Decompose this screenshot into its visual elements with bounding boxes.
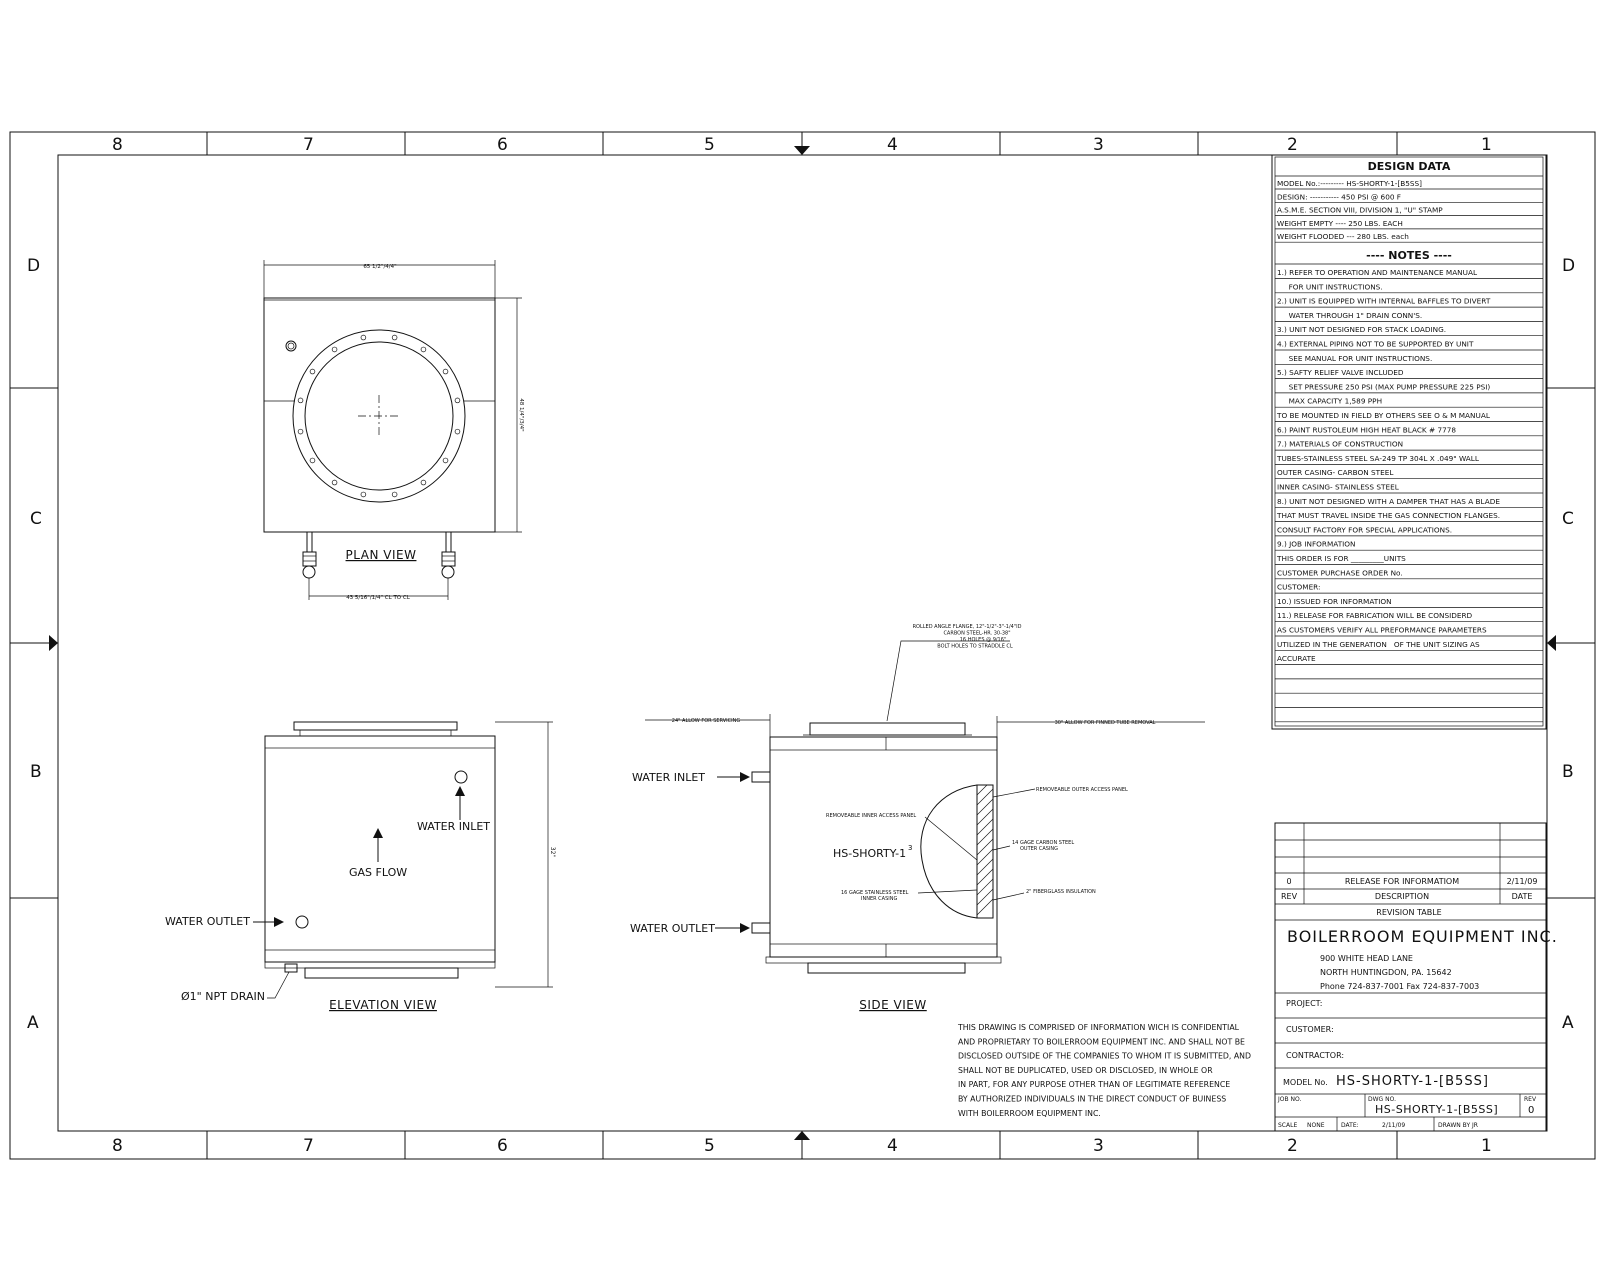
design-data-line: WEIGHT FLOODED --- 280 LBS. each xyxy=(1277,232,1409,242)
notes-line: INNER CASING- STAINLESS STEEL xyxy=(1277,482,1399,492)
zone-col-1-bottom: 1 xyxy=(1481,1136,1492,1156)
bolt-hole xyxy=(298,429,303,434)
bolt-hole xyxy=(392,492,397,497)
disclaimer-line: IN PART, FOR ANY PURPOSE OTHER THAN OF LEGITIMATE REFERENCE xyxy=(958,1080,1231,1090)
inner-casing-note-2: INNER CASING xyxy=(861,896,898,902)
notes-lines xyxy=(1275,264,1543,722)
plan-view-label: PLAN VIEW xyxy=(345,548,417,562)
date-value: 2/11/09 xyxy=(1382,1122,1406,1129)
zone-col-2-bottom: 2 xyxy=(1287,1136,1298,1156)
zone-col-4-top: 4 xyxy=(887,135,898,155)
notes-line: MAX CAPACITY 1,589 PPH xyxy=(1277,396,1383,406)
bolt-hole xyxy=(455,429,460,434)
elevation-view xyxy=(165,722,556,1012)
center-mark-bottom xyxy=(794,1131,810,1140)
bolt-hole xyxy=(443,369,448,374)
notes-line: 7.) MATERIALS OF CONSTRUCTION xyxy=(1277,439,1404,449)
rev-block-label: REV xyxy=(1524,1096,1537,1103)
scale-label: SCALE xyxy=(1278,1122,1298,1129)
zone-col-7-bottom: 7 xyxy=(303,1136,314,1156)
flange-note-line: CARBON STEEL-HR. 30-38" xyxy=(943,630,1011,637)
model-label: MODEL No. xyxy=(1283,1078,1328,1087)
allow-servicing-note: 24" ALLOW FOR SERVICING xyxy=(671,718,741,724)
dwg-number: HS-SHORTY-1-[B5SS] xyxy=(1375,1103,1499,1116)
company-address-1: 900 WHITE HEAD LANE xyxy=(1320,954,1413,963)
company-name: BOILERROOM EQUIPMENT INC. xyxy=(1287,927,1558,946)
elevation-dim-height: 32" xyxy=(549,846,556,858)
notes-line: CONSULT FACTORY FOR SPECIAL APPLICATIONS. xyxy=(1277,525,1453,535)
notes-line: UTILIZED IN THE GENERATION OF THE UNIT SIZING AS xyxy=(1277,639,1480,649)
notes-line: TO BE MOUNTED IN FIELD BY OTHERS SEE O & M MANUAL xyxy=(1277,411,1490,420)
zone-col-6-bottom: 6 xyxy=(497,1136,508,1156)
notes-line: ACCURATE xyxy=(1277,654,1316,664)
design-data-line: DESIGN: ----------- 450 PSI @ 600 F xyxy=(1277,192,1401,202)
rev-block-value: 0 xyxy=(1528,1105,1535,1116)
zone-col-5-bottom: 5 xyxy=(704,1136,715,1156)
bolt-hole xyxy=(310,458,315,463)
plan-dim-width: 65 1/2"/4/4" xyxy=(363,264,397,270)
zone-col-6-top: 6 xyxy=(497,135,508,155)
zone-row-b-left: B xyxy=(30,762,42,782)
design-data-line: A.S.M.E. SECTION VIII, DIVISION 1, "U" STAMP xyxy=(1277,205,1443,215)
center-mark-top xyxy=(794,146,810,155)
date-label: DATE: xyxy=(1341,1122,1359,1129)
zone-col-3-top: 3 xyxy=(1093,135,1104,155)
title-block xyxy=(1275,823,1558,1131)
plan-view xyxy=(264,260,524,601)
side-view xyxy=(630,624,1205,1012)
side-water-outlet-label: WATER OUTLET xyxy=(630,922,715,935)
notes-line: 2.) UNIT IS EQUIPPED WITH INTERNAL BAFFLES TO DIVERT xyxy=(1277,296,1491,306)
bolt-hole xyxy=(392,335,397,340)
revision-table-label: REVISION TABLE xyxy=(1376,908,1442,917)
notes-line: CUSTOMER: xyxy=(1277,582,1321,592)
notes-line: 8.) UNIT NOT DESIGNED WITH A DAMPER THAT HAS A BLADE xyxy=(1277,496,1500,506)
bolt-hole xyxy=(421,480,426,485)
design-data-table xyxy=(1272,155,1546,729)
elevation-water-outlet-label: WATER OUTLET xyxy=(165,915,250,928)
notes-line: 10.) ISSUED FOR INFORMATION xyxy=(1277,596,1392,606)
notes-line: THAT MUST TRAVEL INSIDE THE GAS CONNECTION FLANGES. xyxy=(1277,511,1501,521)
design-data-line: WEIGHT EMPTY ---- 250 LBS. EACH xyxy=(1277,218,1403,228)
insulation-note: 2" FIBERGLASS INSULATION xyxy=(1026,889,1096,895)
elevation-water-inlet-label: WATER INLET xyxy=(417,820,491,833)
side-model-tag-superscript: 3 xyxy=(908,844,913,852)
zone-col-7-top: 7 xyxy=(303,135,314,155)
bolt-hole xyxy=(421,347,426,352)
notes-line: SEE MANUAL FOR UNIT INSTRUCTIONS. xyxy=(1277,353,1433,363)
notes-line: 4.) EXTERNAL PIPING NOT TO BE SUPPORTED BY UNIT xyxy=(1277,339,1474,349)
confidentiality-notice xyxy=(957,1023,1251,1118)
flange-note-line: ROLLED ANGLE FLANGE, 12"-1/2"-3"-1/4"ID xyxy=(912,624,1022,630)
zone-col-2-top: 2 xyxy=(1287,135,1298,155)
elevation-view-label: ELEVATION VIEW xyxy=(329,998,437,1012)
flange-note xyxy=(913,624,1022,650)
design-data-lines xyxy=(1275,179,1543,242)
notes-line: 1.) REFER TO OPERATION AND MAINTENANCE MANUAL xyxy=(1277,268,1478,277)
rev-header-rev: REV xyxy=(1280,892,1298,901)
zone-row-a-left: A xyxy=(27,1013,39,1033)
bolt-hole xyxy=(310,369,315,374)
notes-line: 5.) SAFTY RELIEF VALVE INCLUDED xyxy=(1277,368,1404,378)
notes-line: FOR UNIT INSTRUCTIONS. xyxy=(1277,282,1383,292)
notes-line: 9.) JOB INFORMATION xyxy=(1277,539,1356,549)
zone-row-c-right: C xyxy=(1562,509,1574,529)
notes-line: CUSTOMER PURCHASE ORDER No. xyxy=(1277,568,1403,578)
rev-date: 2/11/09 xyxy=(1506,877,1538,886)
plan-dim-cl: 43 5/16"/1/4" CL TO CL xyxy=(346,595,410,601)
bolt-hole xyxy=(298,398,303,403)
center-mark-right xyxy=(1547,635,1556,651)
disclaimer-line: DISCLOSED OUTSIDE OF THE COMPANIES TO WHOM IT IS SUBMITTED, AND xyxy=(958,1051,1252,1061)
customer-label: CUSTOMER: xyxy=(1286,1025,1334,1034)
drawn-by: DRAWN BY JR xyxy=(1438,1122,1478,1129)
bolt-hole xyxy=(332,480,337,485)
disclaimer-line: THIS DRAWING IS COMPRISED OF INFORMATION WICH IS CONFIDENTIAL xyxy=(958,1023,1239,1032)
zone-row-d-left: D xyxy=(27,256,41,276)
notes-line: OUTER CASING- CARBON STEEL xyxy=(1277,468,1394,478)
plan-dim-depth: 48 1/4"/3/4" xyxy=(518,398,524,432)
inner-panel-note: REMOVEABLE INNER ACCESS PANEL xyxy=(826,813,917,819)
company-phone: Phone 724-837-7001 Fax 724-837-7003 xyxy=(1320,982,1480,991)
rev-number: 0 xyxy=(1286,877,1292,886)
job-no-label: JOB NO. xyxy=(1278,1096,1302,1103)
notes-title: ---- NOTES ---- xyxy=(1366,249,1452,262)
allow-removal-note: 30" ALLOW FOR FINNED TUBE REMOVAL xyxy=(1054,720,1156,726)
contractor-label: CONTRACTOR: xyxy=(1286,1051,1345,1060)
design-data-title: DESIGN DATA xyxy=(1367,160,1451,173)
gas-flow-label: GAS FLOW xyxy=(349,866,408,879)
bolt-hole xyxy=(361,335,366,340)
bolt-hole xyxy=(443,458,448,463)
outer-casing-note-2: OUTER CASING xyxy=(1020,846,1059,852)
side-view-label: SIDE VIEW xyxy=(859,998,927,1012)
notes-line: 6.) PAINT RUSTOLEUM HIGH HEAT BLACK # 7778 xyxy=(1277,425,1457,435)
disclaimer-line: WITH BOILERROOM EQUIPMENT INC. xyxy=(958,1108,1101,1118)
rev-header-desc: DESCRIPTION xyxy=(1374,892,1430,901)
notes-line: WATER THROUGH 1" DRAIN CONN'S. xyxy=(1277,310,1423,320)
side-water-inlet-label: WATER INLET xyxy=(632,771,706,784)
outer-panel-note: REMOVEABLE OUTER ACCESS PANEL xyxy=(1036,787,1128,793)
disclaimer-line: SHALL NOT BE DUPLICATED, USED OR DISCLOSED, IN WHOLE OR xyxy=(958,1065,1213,1075)
notes-line: AS CUSTOMERS VERIFY ALL PREFORMANCE PARAMETERS xyxy=(1277,625,1487,635)
scale-value: NONE xyxy=(1307,1122,1325,1129)
model-number: HS-SHORTY-1-[B5SS] xyxy=(1336,1074,1489,1089)
notes-line: SET PRESSURE 250 PSI (MAX PUMP PRESSURE 225 PSI) xyxy=(1277,382,1491,392)
flange-note-line: 16 HOLES @ 9/16" xyxy=(959,637,1007,643)
zone-row-d-right: D xyxy=(1562,256,1576,276)
notes-line: THIS ORDER IS FOR _________UNITS xyxy=(1277,554,1406,563)
notes-line: 3.) UNIT NOT DESIGNED FOR STACK LOADING. xyxy=(1277,325,1447,335)
company-address-2: NORTH HUNTINGDON, PA. 15642 xyxy=(1320,968,1452,977)
bolt-hole xyxy=(332,347,337,352)
side-model-tag: HS-SHORTY-1 xyxy=(833,847,907,860)
notes-line: TUBES-STAINLESS STEEL SA-249 TP 304L X .049" WALL xyxy=(1277,453,1479,463)
zone-row-c-left: C xyxy=(30,509,42,529)
dwg-no-label: DWG NO. xyxy=(1368,1096,1396,1103)
disclaimer-line: AND PROPRIETARY TO BOILERROOM EQUIPMENT INC. AND SHALL NOT BE xyxy=(958,1037,1245,1047)
inner-casing-note-1: 16 GAGE STAINLESS STEEL xyxy=(841,890,909,896)
design-data-line: MODEL No.:--------- HS-SHORTY-1-[B5SS] xyxy=(1277,179,1422,188)
zone-col-1-top: 1 xyxy=(1481,135,1492,155)
project-label: PROJECT: xyxy=(1286,999,1323,1008)
bolt-hole xyxy=(455,398,460,403)
zone-col-8-top: 8 xyxy=(112,135,123,155)
zone-row-a-right: A xyxy=(1562,1013,1574,1033)
disclaimer-line: BY AUTHORIZED INDIVIDUALS IN THE DIRECT CONDUCT OF BUINESS xyxy=(958,1094,1227,1104)
rev-description: RELEASE FOR INFORMATIOM xyxy=(1344,877,1460,886)
flange-note-line: BOLT HOLES TO STRADDLE CL xyxy=(937,643,1013,650)
zone-col-5-top: 5 xyxy=(704,135,715,155)
zone-col-3-bottom: 3 xyxy=(1093,1136,1104,1156)
zone-row-b-right: B xyxy=(1562,762,1574,782)
notes-line: 11.) RELEASE FOR FABRICATION WILL BE CONSIDERD xyxy=(1277,611,1473,621)
drain-label: Ø1" NPT DRAIN xyxy=(181,990,265,1003)
bolt-hole xyxy=(361,492,366,497)
outer-casing-note-1: 14 GAGE CARBON STEEL xyxy=(1012,840,1075,846)
zone-col-8-bottom: 8 xyxy=(112,1136,123,1156)
center-mark-left xyxy=(49,635,58,651)
rev-header-date: DATE xyxy=(1511,892,1533,901)
zone-col-4-bottom: 4 xyxy=(887,1136,898,1156)
